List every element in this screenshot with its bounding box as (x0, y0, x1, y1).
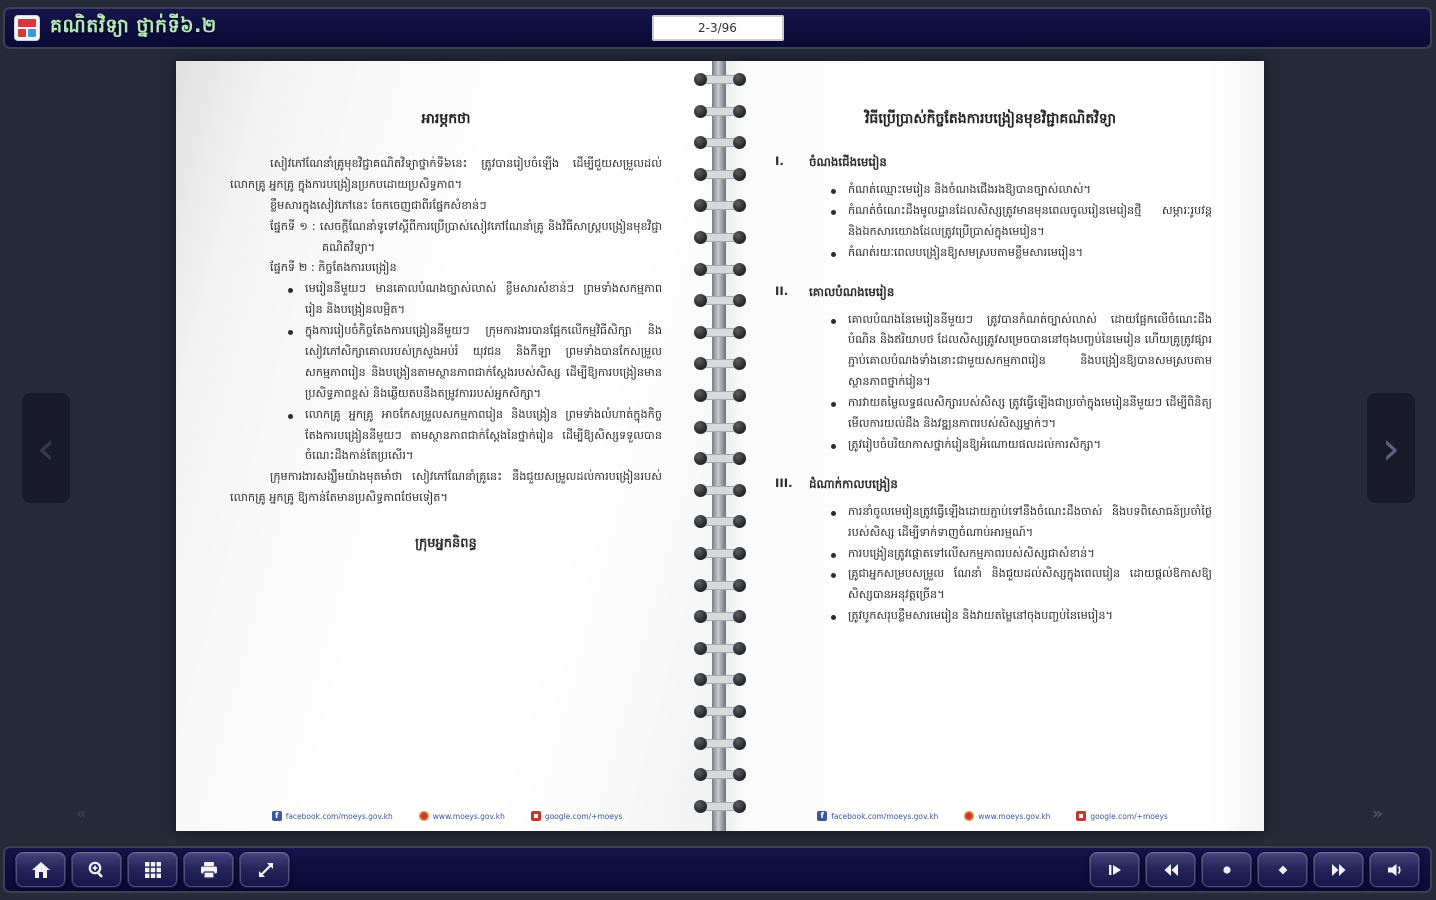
bullet-text: កំណត់រយៈពេលបង្រៀនឱ្យសមស្របតាមខ្លឹមសារមេរៀន។ (848, 245, 1084, 259)
left-page-body (230, 154, 662, 509)
bullet-dot-icon (288, 414, 293, 419)
section-heading-text: ដំណាក់កាលបង្រៀន (809, 476, 898, 491)
next-page-nav[interactable] (1367, 393, 1415, 503)
right-page[interactable] (721, 61, 1264, 831)
paragraph: ក្រុមការងារសង្ឃឹមយ៉ាងមុតមាំថា សៀវភៅណែនាំគ្រូនេះ នឹងជួយសម្រួលដល់ការបង្រៀនរបស់លោកគ្រូ អ្នកគ្រូ ឱ្យកាន់តែមានប្រសិទ្ធភាពថែមទៀត។ (230, 470, 662, 505)
book-app-icon (14, 15, 40, 41)
binding-ring (697, 75, 743, 84)
sound-button[interactable] (1368, 851, 1421, 889)
binding-ring (697, 707, 743, 716)
book-spread (176, 61, 1264, 831)
binding-ring (697, 328, 743, 337)
facebook-icon: f (817, 811, 827, 821)
bullet-text: លោកគ្រូ អ្នកគ្រូ អាចកែសម្រួលសកម្មភាពរៀន និងបង្រៀន ព្រមទាំងលំហាត់ក្នុងកិច្ចតែងការបង្រៀននីមួយៗ តាមស្ថានភាពជាក់ស្តែងនៃថ្នាក់រៀន ដើម្បីឱ្យសិស្សទទួលបានចំណេះដឹងកាន់តែប្រសើរ។ (305, 407, 662, 463)
zoom-button[interactable] (70, 851, 123, 889)
binding-ring (697, 391, 743, 400)
binding-ring (697, 170, 743, 179)
left-page-signoff: ក្រុមអ្នកនិពន្ធ (415, 536, 477, 552)
bullet-item (831, 201, 1212, 243)
last-page-button[interactable] (1312, 851, 1365, 889)
binding-ring (697, 359, 743, 368)
double-left-icon (1160, 860, 1182, 880)
bullet-item (831, 180, 1212, 201)
bullet-text: ក្នុងការរៀបចំកិច្ចតែងការបង្រៀននីមួយៗ ក្រុមការងារបានផ្អែកលើកម្មវិធីសិក្សា និងសៀវភៅសិក្សាគោលរបស់ក្រសួងអប់រំ យុវជន និងកីឡា ព្រមទាំងបានកែសម្រួលសកម្មភាពរៀន និងបង្រៀនតាមស្ថានភាពជាក់ស្តែងរបស់សិស្ស ដើម្បីឱ្យការបង្រៀនមានប្រសិទ្ធភាពខ្ពស់ និងឆ្លើយតបនឹងតម្រូវការរបស់អ្នកសិក្សា។ (305, 324, 662, 400)
chevron-right-icon: › (1381, 421, 1401, 475)
page-indicator-input[interactable] (652, 15, 784, 41)
play-icon (1104, 860, 1126, 880)
guide-section (769, 284, 1212, 456)
section-numeral: I. (775, 154, 784, 168)
guide-section (769, 476, 1212, 627)
binding-ring (697, 201, 743, 210)
bullet-dot-icon (288, 288, 293, 293)
paragraph: ផ្នែកទី ១ : សេចក្តីណែនាំទូទៅស្តីពីការប្រើប្រាស់សៀវភៅណែនាំគ្រូ និងវិធីសាស្ត្របង្រៀនមុខវិជ្ជាគណិតវិទ្យា។ (270, 219, 662, 254)
bullet-dot-icon (831, 189, 836, 194)
section-heading-text: គោលបំណងមេរៀន (809, 284, 895, 299)
bullet-dot-icon (831, 402, 836, 407)
section-heading (769, 284, 1212, 302)
corner-next-hint[interactable]: » (1372, 804, 1383, 824)
bullet-item (831, 243, 1212, 264)
home-button[interactable] (14, 851, 67, 889)
bullet-dot-icon (288, 330, 293, 335)
binding-ring (697, 612, 743, 621)
bullet-item (831, 502, 1212, 544)
left-page[interactable] (176, 61, 718, 831)
bullet-item (288, 321, 662, 405)
footer-link-text: www.moeys.gov.kh (432, 811, 505, 821)
footer-link (419, 811, 505, 821)
facebook-icon: f (272, 811, 282, 821)
fullscreen-button[interactable] (238, 851, 291, 889)
bullet-dot-icon (831, 444, 836, 449)
bullet-dot-icon (831, 210, 836, 215)
bullet-dot-icon (831, 319, 836, 324)
prev-page-nav[interactable] (22, 393, 70, 503)
footer-link (964, 811, 1050, 821)
section-heading (769, 476, 1212, 494)
toolbar-left-group (14, 851, 291, 889)
bullet-dot-icon (831, 252, 836, 257)
footer-link-text: google.com/+moeys (544, 811, 623, 821)
bullet-dot-icon (831, 573, 836, 578)
binding-ring (697, 233, 743, 242)
book-title: គណិតវិទ្យា ថ្នាក់ទី៦.២ (50, 15, 217, 37)
corner-prev-hint[interactable]: « (76, 804, 87, 824)
thumbnails-button[interactable] (126, 851, 179, 889)
bullet-dot-icon (831, 511, 836, 516)
grid-icon (142, 860, 164, 880)
expand-icon (254, 860, 276, 880)
magnifier-icon (86, 860, 108, 880)
home-icon (30, 860, 52, 880)
right-page-title: វិធីប្រើប្រាស់កិច្ចតែងការបង្រៀនមុខវិជ្ជាគណិតវិទ្យា (864, 111, 1116, 127)
dot-left-icon (1216, 860, 1238, 880)
binding-ring (697, 675, 743, 684)
bullet-text: កំណត់ឈ្មោះមេរៀន និងចំណងជើងរងឱ្យបានច្បាស់លាស់។ (848, 183, 1091, 196)
binding-ring (697, 486, 743, 495)
binding-ring (697, 802, 743, 811)
bullet-dot-icon (831, 615, 836, 620)
paragraph: ខ្លឹមសារក្នុងសៀវភៅនេះ ចែកចេញជាពីរផ្នែកសំខាន់ៗ (270, 198, 487, 212)
section-heading-text: ចំណងជើងមេរៀន (809, 155, 887, 169)
footer-link-text: facebook.com/moeys.gov.kh (831, 811, 939, 821)
binding-ring (697, 644, 743, 653)
binding-ring (697, 423, 743, 432)
binding-ring (697, 296, 743, 305)
bullet-text: ត្រូវបូកសរុបខ្លឹមសារមេរៀន និងវាយតម្លៃនៅចុងបញ្ចប់នៃមេរៀន។ (848, 609, 1113, 623)
print-button[interactable] (182, 851, 235, 889)
binding-ring (697, 770, 743, 779)
speaker-icon (1384, 860, 1406, 880)
next-page-button[interactable] (1256, 851, 1309, 889)
binding-ring (697, 581, 743, 590)
google-plus-icon (531, 811, 541, 821)
bullet-item (831, 544, 1212, 565)
paragraph: សៀវភៅណែនាំគ្រូមុខវិជ្ជាគណិតវិទ្យាថ្នាក់ទី៦នេះ ត្រូវបានរៀបចំឡើង ដើម្បីជួយសម្រួលដល់លោកគ្រូ អ្នកគ្រូ ក្នុងការបង្រៀនប្រកបដោយប្រសិទ្ធភាព។ (230, 157, 662, 191)
first-page-button[interactable] (1144, 851, 1197, 889)
binding-ring (697, 265, 743, 274)
bullet-item (288, 405, 662, 468)
footer-link-text: google.com/+moeys (1090, 811, 1168, 821)
moeys-emblem-icon (964, 811, 974, 821)
footer-link (531, 811, 622, 821)
double-right-icon (1328, 860, 1350, 880)
bullet-text: ការនាំចូលមេរៀនត្រូវធ្វើឡើងដោយភ្ជាប់ទៅនឹងចំណេះដឹងចាស់ និងបទពិសោធន៍ប្រចាំថ្ងៃរបស់សិស្ស ដើម្បីទាក់ទាញចំណាប់អារម្មណ៍។ (848, 504, 1212, 539)
bullet-item (831, 564, 1212, 606)
bullet-text: ត្រូវរៀបចំបរិយាកាសថ្នាក់រៀនឱ្យអំណោយផលដល់ការសិក្សា។ (848, 437, 1102, 451)
bullet-item (831, 435, 1212, 456)
paragraph: ផ្នែកទី ២ : កិច្ចតែងការបង្រៀន (270, 261, 397, 275)
prev-page-button[interactable] (1200, 851, 1253, 889)
dot-right-icon (1272, 860, 1294, 880)
section-numeral: II. (775, 283, 789, 298)
bullet-item (288, 279, 662, 321)
section-heading (769, 154, 1212, 172)
footer-link (272, 811, 393, 821)
bullet-text: ការវាយតម្លៃលទ្ធផលសិក្សារបស់សិស្ស ត្រូវធ្វើឡើងជាប្រចាំក្នុងមេរៀននីមួយៗ ដើម្បីពិនិត្យមើលការយល់ដឹង និងវឌ្ឍនភាពរបស់សិស្សម្នាក់ៗ។ (848, 396, 1212, 431)
bullet-dot-icon (831, 553, 836, 558)
printer-icon (198, 860, 220, 880)
bullet-item (831, 393, 1212, 435)
google-plus-icon (1076, 811, 1086, 821)
footer-link (817, 811, 938, 821)
bullet-text: គ្រូជាអ្នកសម្របសម្រួល ណែនាំ និងជួយដល់សិស្សក្នុងពេលរៀន ដោយផ្តល់ឱកាសឱ្យសិស្សបានអនុវត្តច្រើន។ (848, 567, 1212, 602)
bullet-text: មេរៀននីមួយៗ មានគោលបំណងច្បាស់លាស់ ខ្លឹមសារសំខាន់ៗ ព្រមទាំងសកម្មភាពរៀន និងបង្រៀនលម្អិត។ (305, 282, 662, 317)
binding-ring (697, 107, 743, 116)
section-numeral: III. (775, 475, 793, 490)
bottom-toolbar (3, 846, 1432, 893)
chevron-left-icon: ‹ (36, 421, 56, 475)
guide-section (769, 154, 1212, 264)
binding-ring (697, 549, 743, 558)
right-page-footer (721, 811, 1264, 821)
footer-link (1076, 811, 1167, 821)
binding-ring (697, 454, 743, 463)
bullet-text: កំណត់ចំណេះដឹងមូលដ្ឋានដែលសិស្សត្រូវមានមុនពេលចូលរៀនមេរៀនថ្មី សម្ភារៈរូបវន្ត និងឯកសារយោងដែលត្រូវប្រើប្រាស់ក្នុងមេរៀន។ (848, 203, 1212, 238)
bullet-text: ការបង្រៀនត្រូវផ្តោតទៅលើសកម្មភាពរបស់សិស្សជាសំខាន់។ (848, 546, 1095, 560)
left-page-footer (176, 811, 718, 821)
binding-ring (697, 517, 743, 526)
autoflip-button[interactable] (1088, 851, 1141, 889)
binding-ring (697, 138, 743, 147)
toolbar-right-group (1088, 851, 1421, 889)
bullet-item (831, 310, 1212, 394)
right-page-body (769, 154, 1212, 627)
bullet-text: គោលបំណងនៃមេរៀននីមួយៗ ត្រូវបានកំណត់ច្បាស់លាស់ ដោយផ្អែកលើចំណេះដឹង បំណិន និងឥរិយាបថ ដែលសិស្សត្រូវសម្រេចបាននៅចុងបញ្ចប់នៃមេរៀន ហើយគ្រូត្រូវផ្សារភ្ជាប់គោលបំណងទាំងនោះជាមួយសកម្មភាពរៀន និងបង្រៀនឱ្យបានសមស្របតាមស្ថានភាពថ្នាក់រៀន។ (848, 312, 1212, 389)
bullet-item (831, 606, 1212, 627)
header-bar (3, 7, 1432, 49)
footer-link-text: facebook.com/moeys.gov.kh (285, 811, 393, 821)
moeys-emblem-icon (419, 811, 429, 821)
footer-link-text: www.moeys.gov.kh (978, 811, 1051, 821)
binding-ring (697, 739, 743, 748)
left-page-title: អារម្ភកថា (421, 111, 471, 127)
